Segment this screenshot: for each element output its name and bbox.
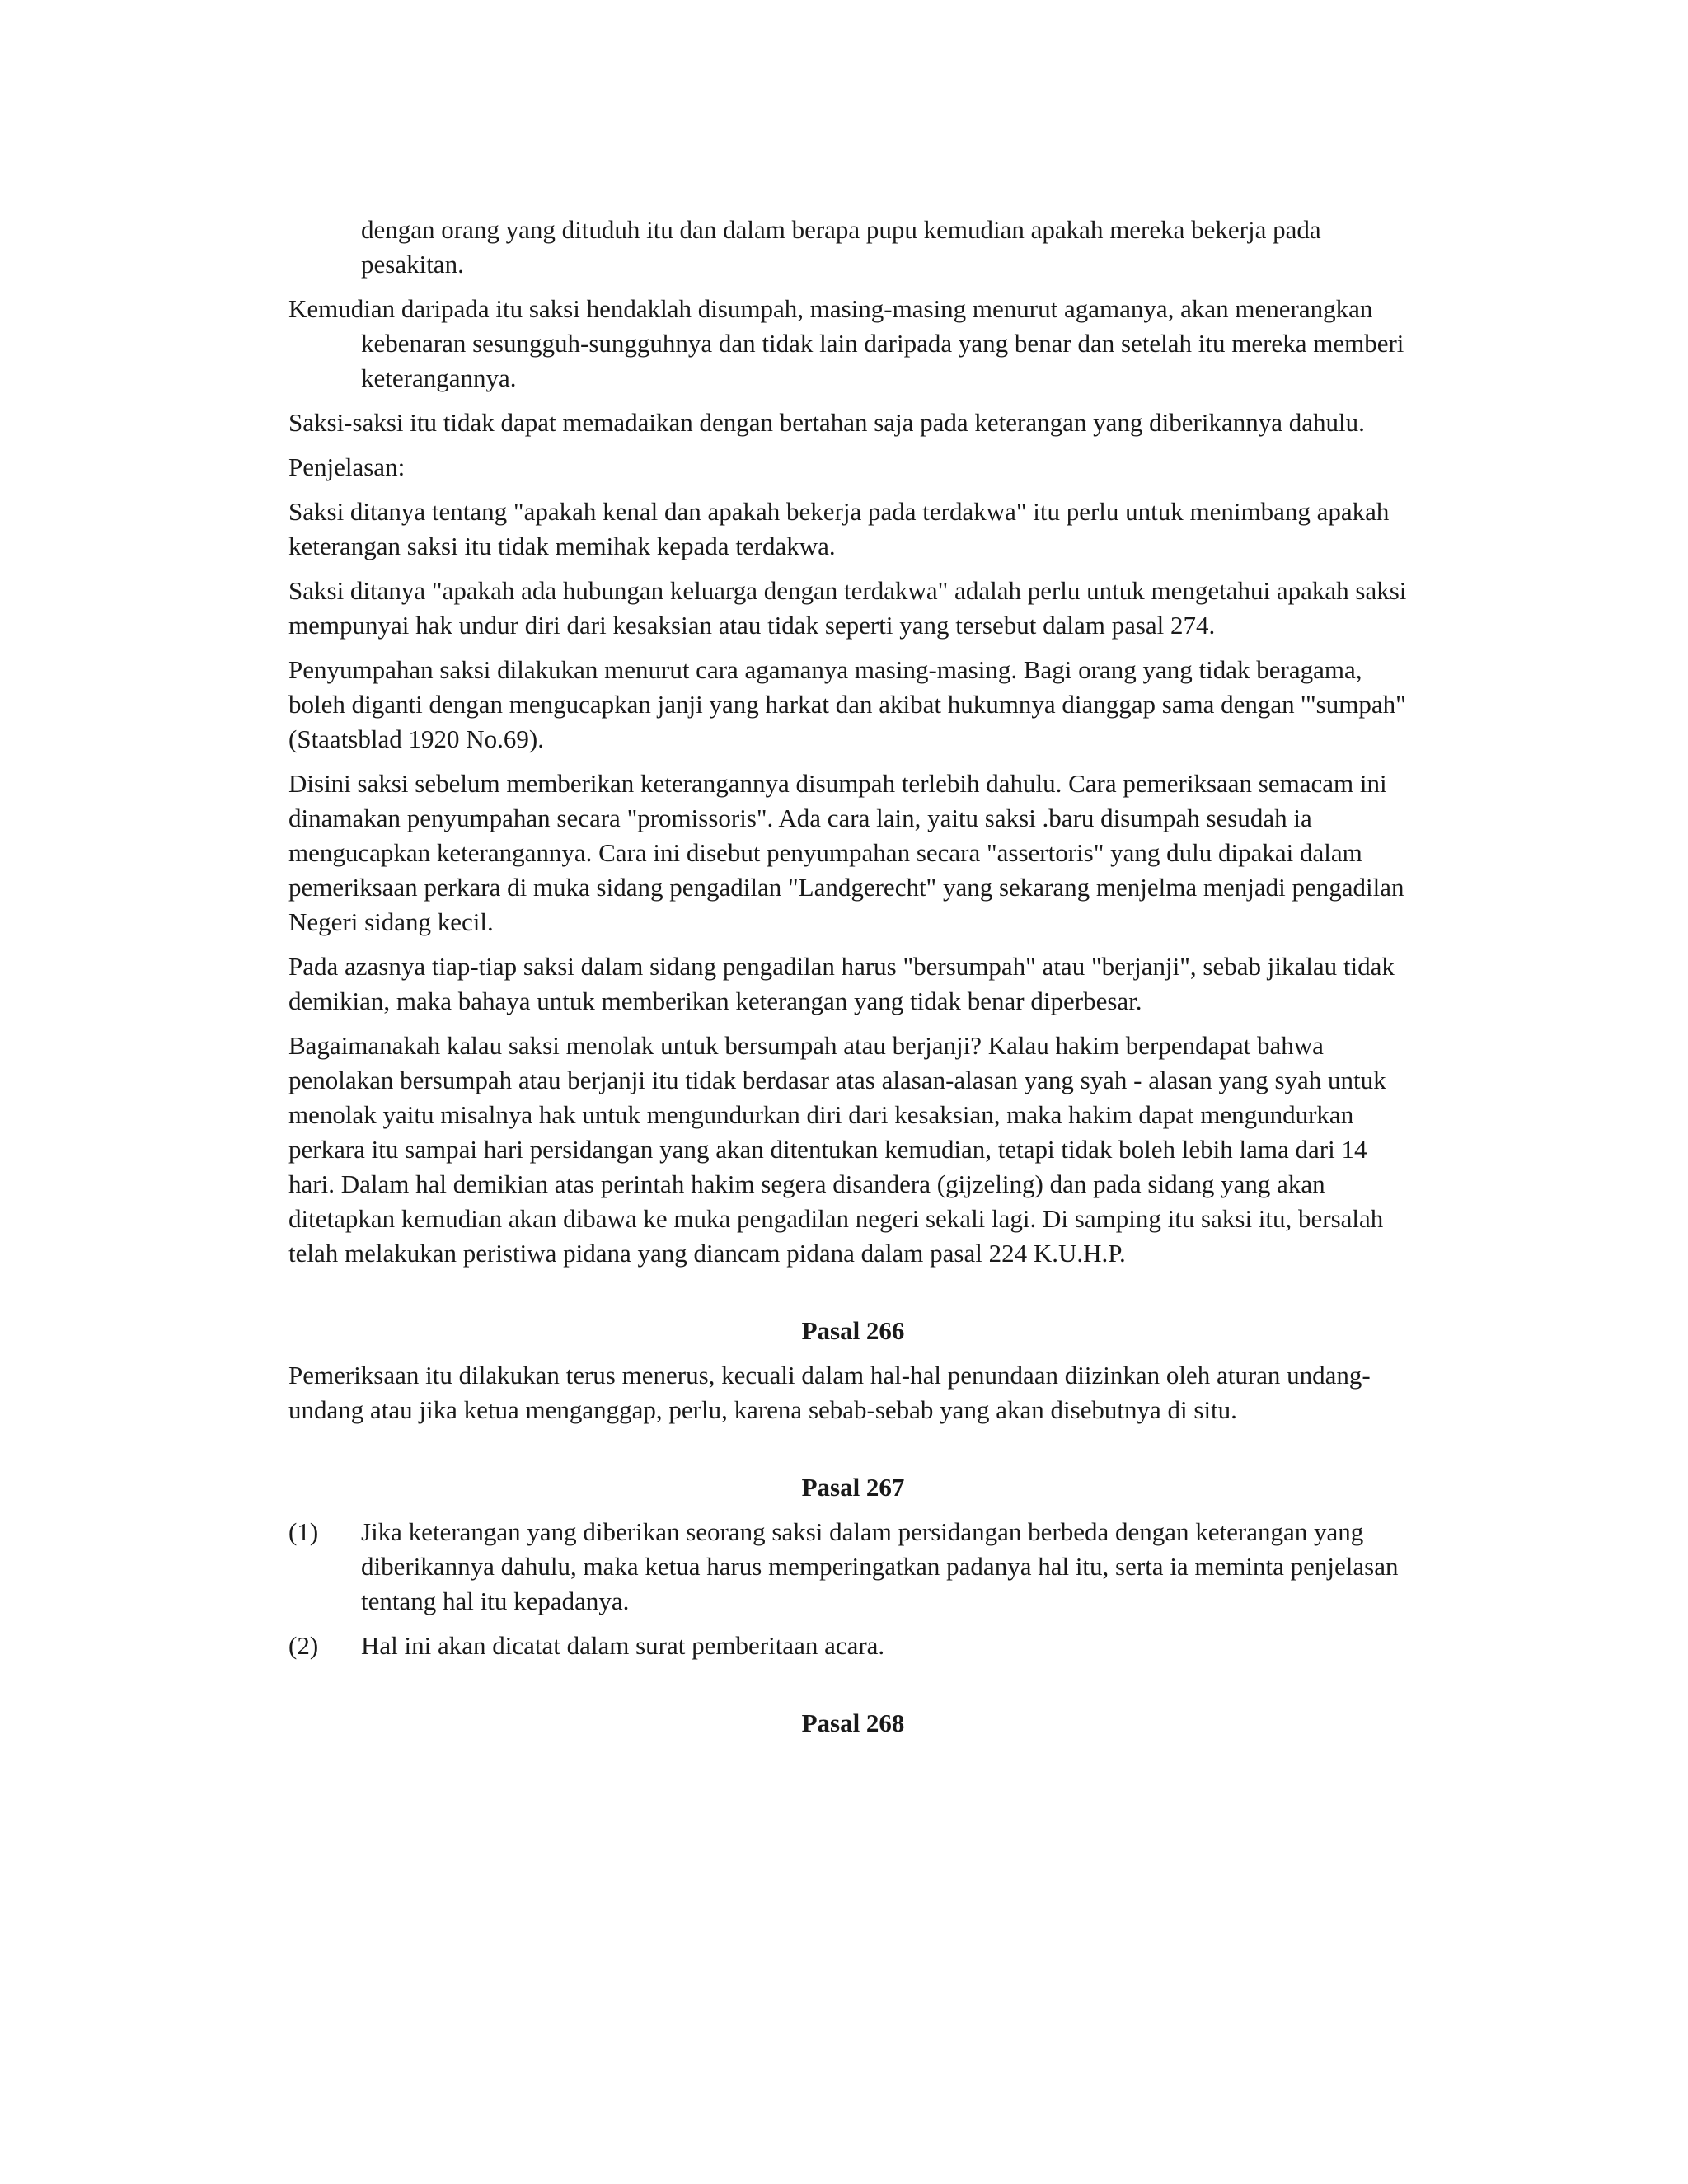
paragraph-explanation-2: Saksi ditanya "apakah ada hubungan keluarga dengan terdakwa" adalah perlu untuk mengetahui apakah saksi mempunyai hak undur diri dari kesaksian atau tidak seperti yang tersebut dalam pasal 274.	[288, 576, 1407, 640]
paragraph-explanation-6: Bagaimanakah kalau saksi menolak untuk bersumpah atau berjanji? Kalau hakim berpendapat bahwa penolakan bersumpah atau berjanji itu tidak berdasar atas alasan-alasan yang syah - alasan yang syah untuk menolak yaitu misalnya hak untuk mengundurkan diri dari kesaksian, maka hakim dapat mengundurkan perkara itu sampai hari persidangan yang akan ditentukan kemudian, tetapi tidak boleh lebih lama dari 14 hari. Dalam hal demikian atas perintah hakim segera disandera (gijzeling) dan pada sidang yang akan ditetapkan kemudian akan dibawa ke muka pengadilan negeri sekali lagi. Di samping itu saksi itu, bersalah telah melakukan peristiwa pidana yang diancam pidana dalam pasal 224 K.U.H.P.	[288, 1031, 1386, 1268]
paragraph-explanation-1: Saksi ditanya tentang "apakah kenal dan apakah bekerja pada terdakwa" itu perlu untuk menimbang apakah keterangan saksi itu tidak memihak kepada terdakwa.	[288, 497, 1390, 560]
item-text: Jika keterangan yang diberikan seorang saksi dalam persidangan berbeda dengan keterangan yang diberikannya dahulu, maka ketua harus memperingatkan padanya hal itu, serta ia meminta penjelasan tentang hal itu kepadanya.	[361, 1517, 1399, 1615]
paragraph-explanation-4: Disini saksi sebelum memberikan keterangannya disumpah terlebih dahulu. Cara pemeriksaan semacam ini dinamakan penyumpahan secara "promissoris". Ada cara lain, yaitu saksi .baru disumpah sesudah ia mengucapkan keterangannya. Cara ini disebut penyumpahan secara "assertoris" yang dulu dipakai dalam pemeriksaan perkara di muka sidang pengadilan "Landgerecht" yang sekarang menjelma menjadi pengadilan Negeri sidang kecil.	[288, 769, 1404, 936]
explanation-label: Penjelasan:	[288, 452, 406, 481]
pasal-267-item-1	[288, 1515, 1418, 1619]
paragraph-prior-testimony: Saksi-saksi itu tidak dapat memadaikan dengan bertahan saja pada keterangan yang diberikannya dahulu.	[288, 408, 1365, 437]
paragraph-pasal-266: Pemeriksaan itu dilakukan terus menerus, kecuali dalam hal-hal penundaan diizinkan oleh aturan undang-undang atau jika ketua menganggap, perlu, karena sebab-sebab yang akan disebutnya di situ.	[288, 1361, 1371, 1424]
heading-pasal-268: Pasal 268	[801, 1708, 905, 1737]
item-number: (1)	[288, 1517, 319, 1546]
heading-pasal-266: Pasal 266	[801, 1316, 905, 1345]
paragraph-explanation-3: Penyumpahan saksi dilakukan menurut cara agamanya masing-masing. Bagi orang yang tidak beragama, boleh diganti dengan mengucapkan janji yang harkat dan akibat hukumnya dianggap sama dengan '"sumpah" (Staatsblad 1920 No.69).	[288, 655, 1406, 753]
paragraph-explanation-5: Pada azasnya tiap-tiap saksi dalam sidang pengadilan harus "bersumpah" atau "berjanji", sebab jikalau tidak demikian, maka bahaya untuk memberikan keterangan yang tidak benar diperbesar.	[288, 952, 1395, 1015]
item-number: (2)	[288, 1631, 319, 1660]
heading-pasal-267: Pasal 267	[801, 1473, 905, 1502]
pasal-267-item-2	[288, 1629, 1418, 1663]
paragraph-sworn-testimony: Kemudian daripada itu saksi hendaklah disumpah, masing-masing menurut agamanya, akan menerangkan kebenaran sesungguh-sungguhnya dan tidak lain daripada yang benar dan setelah itu mereka memberi keterangannya.	[288, 294, 1404, 392]
item-text: Hal ini akan dicatat dalam surat pemberitaan acara.	[361, 1631, 885, 1660]
document-page	[288, 213, 1418, 1750]
paragraph-continuation: dengan orang yang dituduh itu dan dalam berapa pupu kemudian apakah mereka bekerja pada pesakitan.	[361, 215, 1321, 279]
